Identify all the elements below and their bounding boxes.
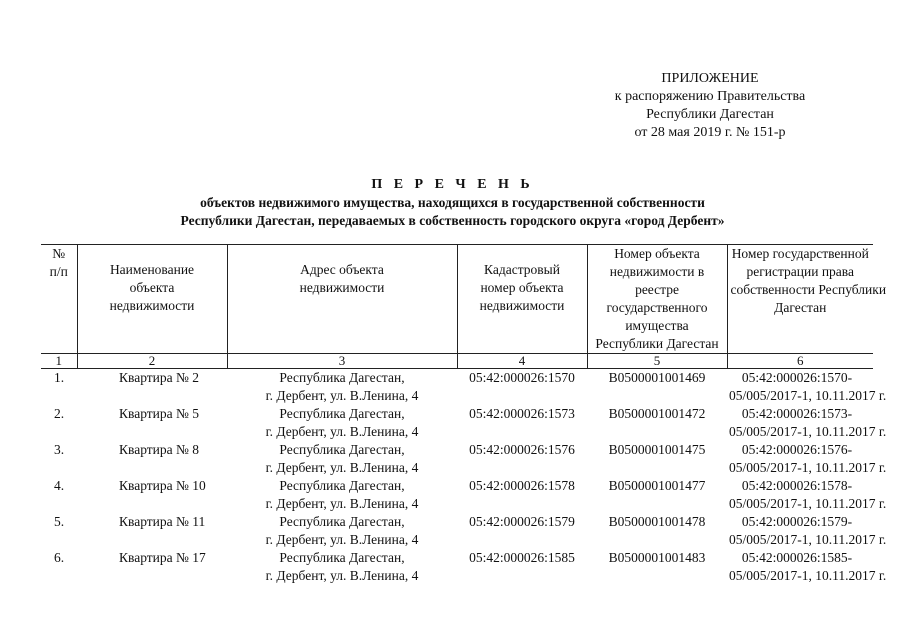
row-address: Республика Дагестан, г. Дербент, ул. В.Ленина, 4 <box>265 550 419 583</box>
row-address: Республика Дагестан, г. Дербент, ул. В.Ленина, 4 <box>265 478 419 511</box>
row-object-name: Квартира № 17 <box>119 550 206 565</box>
row-number: 5. <box>53 514 65 529</box>
appendix-block <box>560 70 860 142</box>
column-number-row <box>41 354 873 369</box>
table-row <box>41 369 873 406</box>
header-address: Адрес объекта недвижимости <box>227 245 457 354</box>
header-name: Наименование объекта недвижимости <box>77 245 227 354</box>
row-cadastral-number: 05:42:000026:1579 <box>469 514 575 529</box>
document-title: П Е Р Е Ч Е Н Ь <box>371 177 534 192</box>
row-registration-number: 05:42:000026:1576- 05/005/2017-1, 10.11.2017 г. <box>729 442 887 475</box>
row-address: Республика Дагестан, г. Дербент, ул. В.Ленина, 4 <box>265 442 419 475</box>
column-number: 1 <box>41 354 77 369</box>
column-number: 3 <box>227 354 457 369</box>
table-row <box>41 441 873 477</box>
header-registry: Номер объекта недвижимости в реестре государственного имущества Республики Дагестан <box>587 245 727 354</box>
row-object-name: Квартира № 10 <box>119 478 206 493</box>
row-registration-number: 05:42:000026:1570- 05/005/2017-1, 10.11.2017 г. <box>729 370 887 403</box>
row-number: 3. <box>53 442 65 457</box>
row-object-name: Квартира № 2 <box>119 370 200 385</box>
row-address: Республика Дагестан, г. Дербент, ул. В.Ленина, 4 <box>265 406 419 439</box>
document-subtitle: объектов недвижимого имущества, находящихся в государственной собственности <box>200 195 705 210</box>
row-cadastral-number: 05:42:000026:1573 <box>469 406 575 421</box>
row-object-name: Квартира № 8 <box>119 442 200 457</box>
row-registration-number: 05:42:000026:1579- 05/005/2017-1, 10.11.2017 г. <box>729 514 887 547</box>
row-number: 6. <box>53 550 65 565</box>
table-row <box>41 513 873 549</box>
table-rows <box>41 369 887 586</box>
header-cadastral: Кадастровый номер объекта недвижимости <box>457 245 587 354</box>
table-row <box>41 549 873 585</box>
column-number: 5 <box>587 354 727 369</box>
header-num: № п/п <box>41 245 77 354</box>
row-cadastral-number: 05:42:000026:1570 <box>469 370 575 385</box>
document-heading <box>0 176 905 230</box>
column-number: 4 <box>457 354 587 369</box>
row-registry-number: В0500001001469 <box>608 370 706 385</box>
row-registry-number: В0500001001477 <box>608 478 706 493</box>
row-number: 2. <box>53 406 65 421</box>
table-row <box>41 405 873 441</box>
row-object-name: Квартира № 11 <box>119 514 206 529</box>
row-cadastral-number: 05:42:000026:1585 <box>469 550 575 565</box>
row-address: Республика Дагестан, г. Дербент, ул. В.Ленина, 4 <box>265 370 419 403</box>
table-header-row <box>41 245 873 354</box>
row-registration-number: 05:42:000026:1578- 05/005/2017-1, 10.11.2017 г. <box>729 478 887 511</box>
column-number: 6 <box>727 354 873 369</box>
row-number: 1. <box>53 370 65 385</box>
row-registration-number: 05:42:000026:1573- 05/005/2017-1, 10.11.2017 г. <box>729 406 887 439</box>
row-address: Республика Дагестан, г. Дербент, ул. В.Ленина, 4 <box>265 514 419 547</box>
header-registration: Номер государственной регистрации права собственности Республики Дагестан <box>727 245 873 354</box>
column-number: 2 <box>77 354 227 369</box>
appendix-line: к распоряжению Правительства <box>614 89 806 104</box>
row-registration-number: 05:42:000026:1585- 05/005/2017-1, 10.11.2017 г. <box>729 550 887 583</box>
document-subtitle: Республики Дагестан, передаваемых в собственность городского округа «город Дербент» <box>180 213 725 228</box>
row-registry-number: В0500001001472 <box>608 406 706 421</box>
appendix-date: от 28 мая 2019 г. № 151-р <box>634 125 786 140</box>
row-registry-number: В0500001001475 <box>608 442 706 457</box>
row-registry-number: В0500001001483 <box>608 550 706 565</box>
row-object-name: Квартира № 5 <box>119 406 200 421</box>
property-table <box>41 244 887 585</box>
row-registry-number: В0500001001478 <box>608 514 706 529</box>
row-number: 4. <box>53 478 65 493</box>
appendix-line: Республики Дагестан <box>646 107 774 122</box>
row-cadastral-number: 05:42:000026:1576 <box>469 442 575 457</box>
appendix-title: ПРИЛОЖЕНИЕ <box>661 71 759 86</box>
table-row <box>41 477 873 513</box>
row-cadastral-number: 05:42:000026:1578 <box>469 478 575 493</box>
